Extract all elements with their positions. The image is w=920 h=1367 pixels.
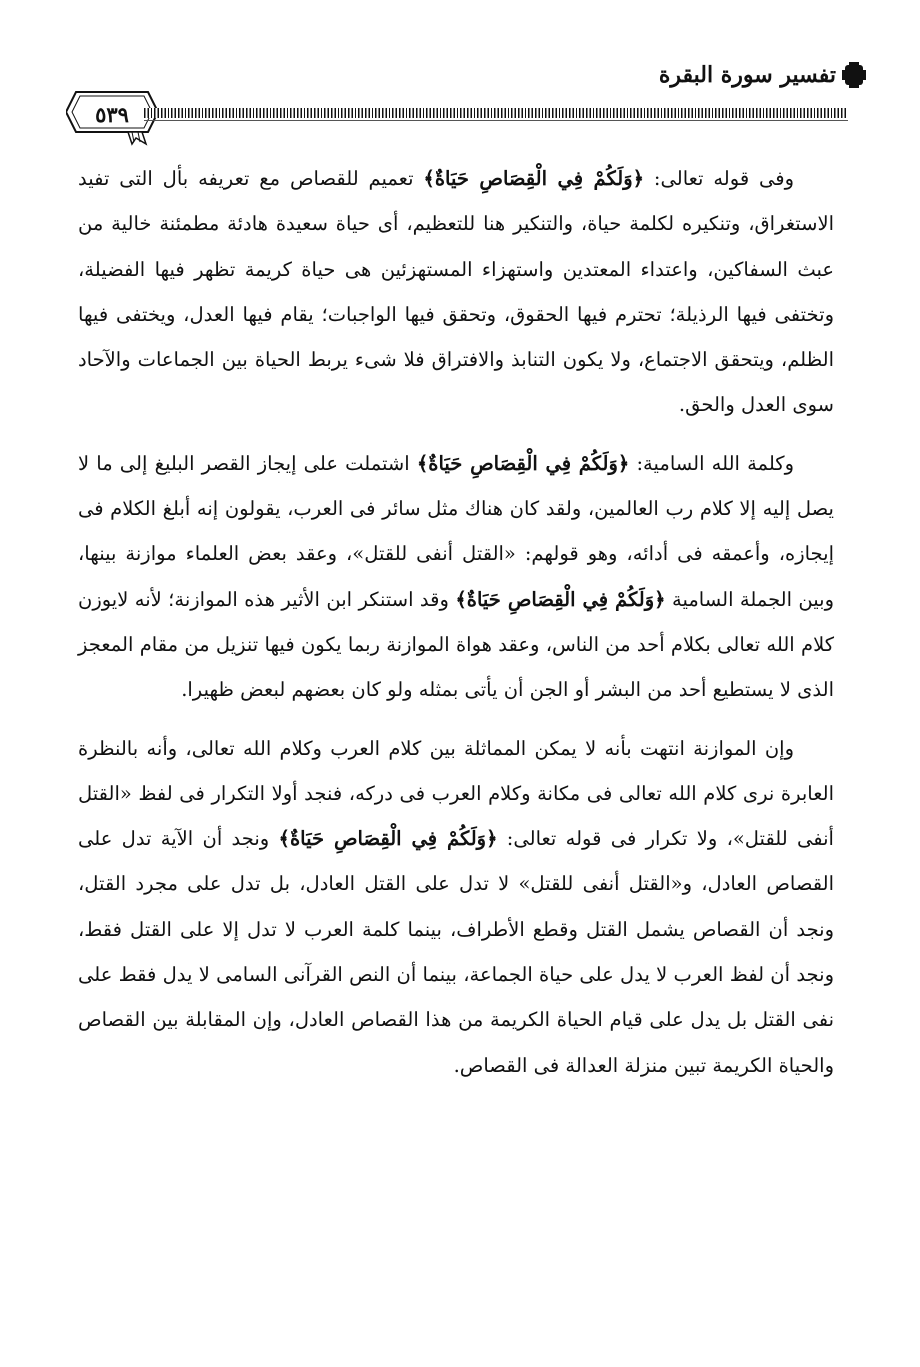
quran-verse: ﴿وَلَكُمْ فِي الْقِصَاصِ حَيَاةٌ﴾ [416, 451, 630, 475]
ornament-icon [842, 62, 866, 88]
header-rule [144, 108, 848, 118]
body-text [78, 156, 834, 1101]
header-rule-line [144, 120, 848, 121]
paragraph-text: وإن الموازنة انتهت بأنه لا يمكن المماثلة بين كلام العرب وكلام الله تعالى، وأنه بالنظرة العابرة نرى كلام الله تعالى فى مكانة وكلام العرب فى دركه، فنجد أولا التكرار فى لفظ «القتل أنفى للقتل»، ولا تكرار فى قوله تعالى: [78, 736, 834, 851]
paragraph-text: اشتملت على إيجاز القصر البليغ إلى ما لا يصل إليه إلا كلام رب العالمين، ولقد كان هناك مثل سائر فى العرب، يقولون إنه أبلغ الكلام فى إيجازه، وأعمقه فى أدائه، وهو قولهم: «القتل أنفى للقتل»، وعقد بعض العلماء موازنة بينها، وبين الجملة السامية [78, 451, 834, 611]
paragraph [78, 156, 834, 428]
paragraph [78, 726, 834, 1088]
page-number: ٥٣٩ [95, 102, 129, 127]
paragraph-text: ونجد أن الآية تدل على القصاص العادل، و«القتل أنفى للقتل» لا تدل على القتل العادل، بل تدل على مجرد القتل، ونجد أن القصاص يشمل القتل وقطع الأطراف، بينما كلمة العرب لا تدل إلا على القتل فقط، ونجد أن لفظ العرب لا يدل على حياة الجماعة، بينما أن النص القرآنى السامى لا يدل فقط على نفى القتل بل يدل على قيام الحياة الكريمة من هذا القصاص العادل، وإن المقابلة بين القصاص والحياة الكريمة تبين منزلة العدالة فى القصاص. [78, 827, 834, 1077]
quran-verse: ﴿وَلَكُمْ فِي الْقِصَاصِ حَيَاةٌ﴾ [423, 167, 645, 190]
paragraph-text: وكلمة الله السامية: [629, 451, 794, 475]
running-title: تفسير سورة البقرة [658, 62, 836, 88]
paragraph-text: وفى قوله تعالى: [644, 167, 795, 190]
paragraph-text: تعميم للقصاص مع تعريفه بأل التى تفيد الاستغراق، وتنكيره لكلمة حياة، والتنكير هنا للتعظيم، أى حياة سعيدة هادئة مطمئنة خالية من عبث السفاكين، واعتداء المعتدين واستهزاء المستهزئين هى حياة كريمة تظهر فيها الفضيلة، وتختفى فيها الرذيلة؛ تحترم فيها الحقوق، وتحقق فيها الواجبات؛ يقام فيها العدل، ويختفى فيها الظلم، ويتحقق الاجتماع، ولا يكون التنابذ والافتراق فلا شىء يربط الحياة بين الجماعات والآحاد سوى العدل والحق. [78, 167, 835, 417]
paragraph [78, 441, 834, 713]
quran-verse: ﴿وَلَكُمْ فِي الْقِصَاصِ حَيَاةٌ﴾ [278, 827, 498, 851]
page-header [66, 52, 866, 152]
quran-verse: ﴿وَلَكُمْ فِي الْقِصَاصِ حَيَاةٌ﴾ [455, 587, 666, 611]
paragraph-text: وقد استنكر ابن الأثير هذه الموازنة؛ لأنه لايوزن كلام الله تعالى بكلام أحد من الناس، وعقد هواة الموازنة ربما يكون فيها تنزيل من مقام المعجز الذى لا يستطيع أحد من البشر أو الجن أن يأتى بمثله ولو كان بعضهم لبعض ظهيرا. [78, 587, 834, 702]
